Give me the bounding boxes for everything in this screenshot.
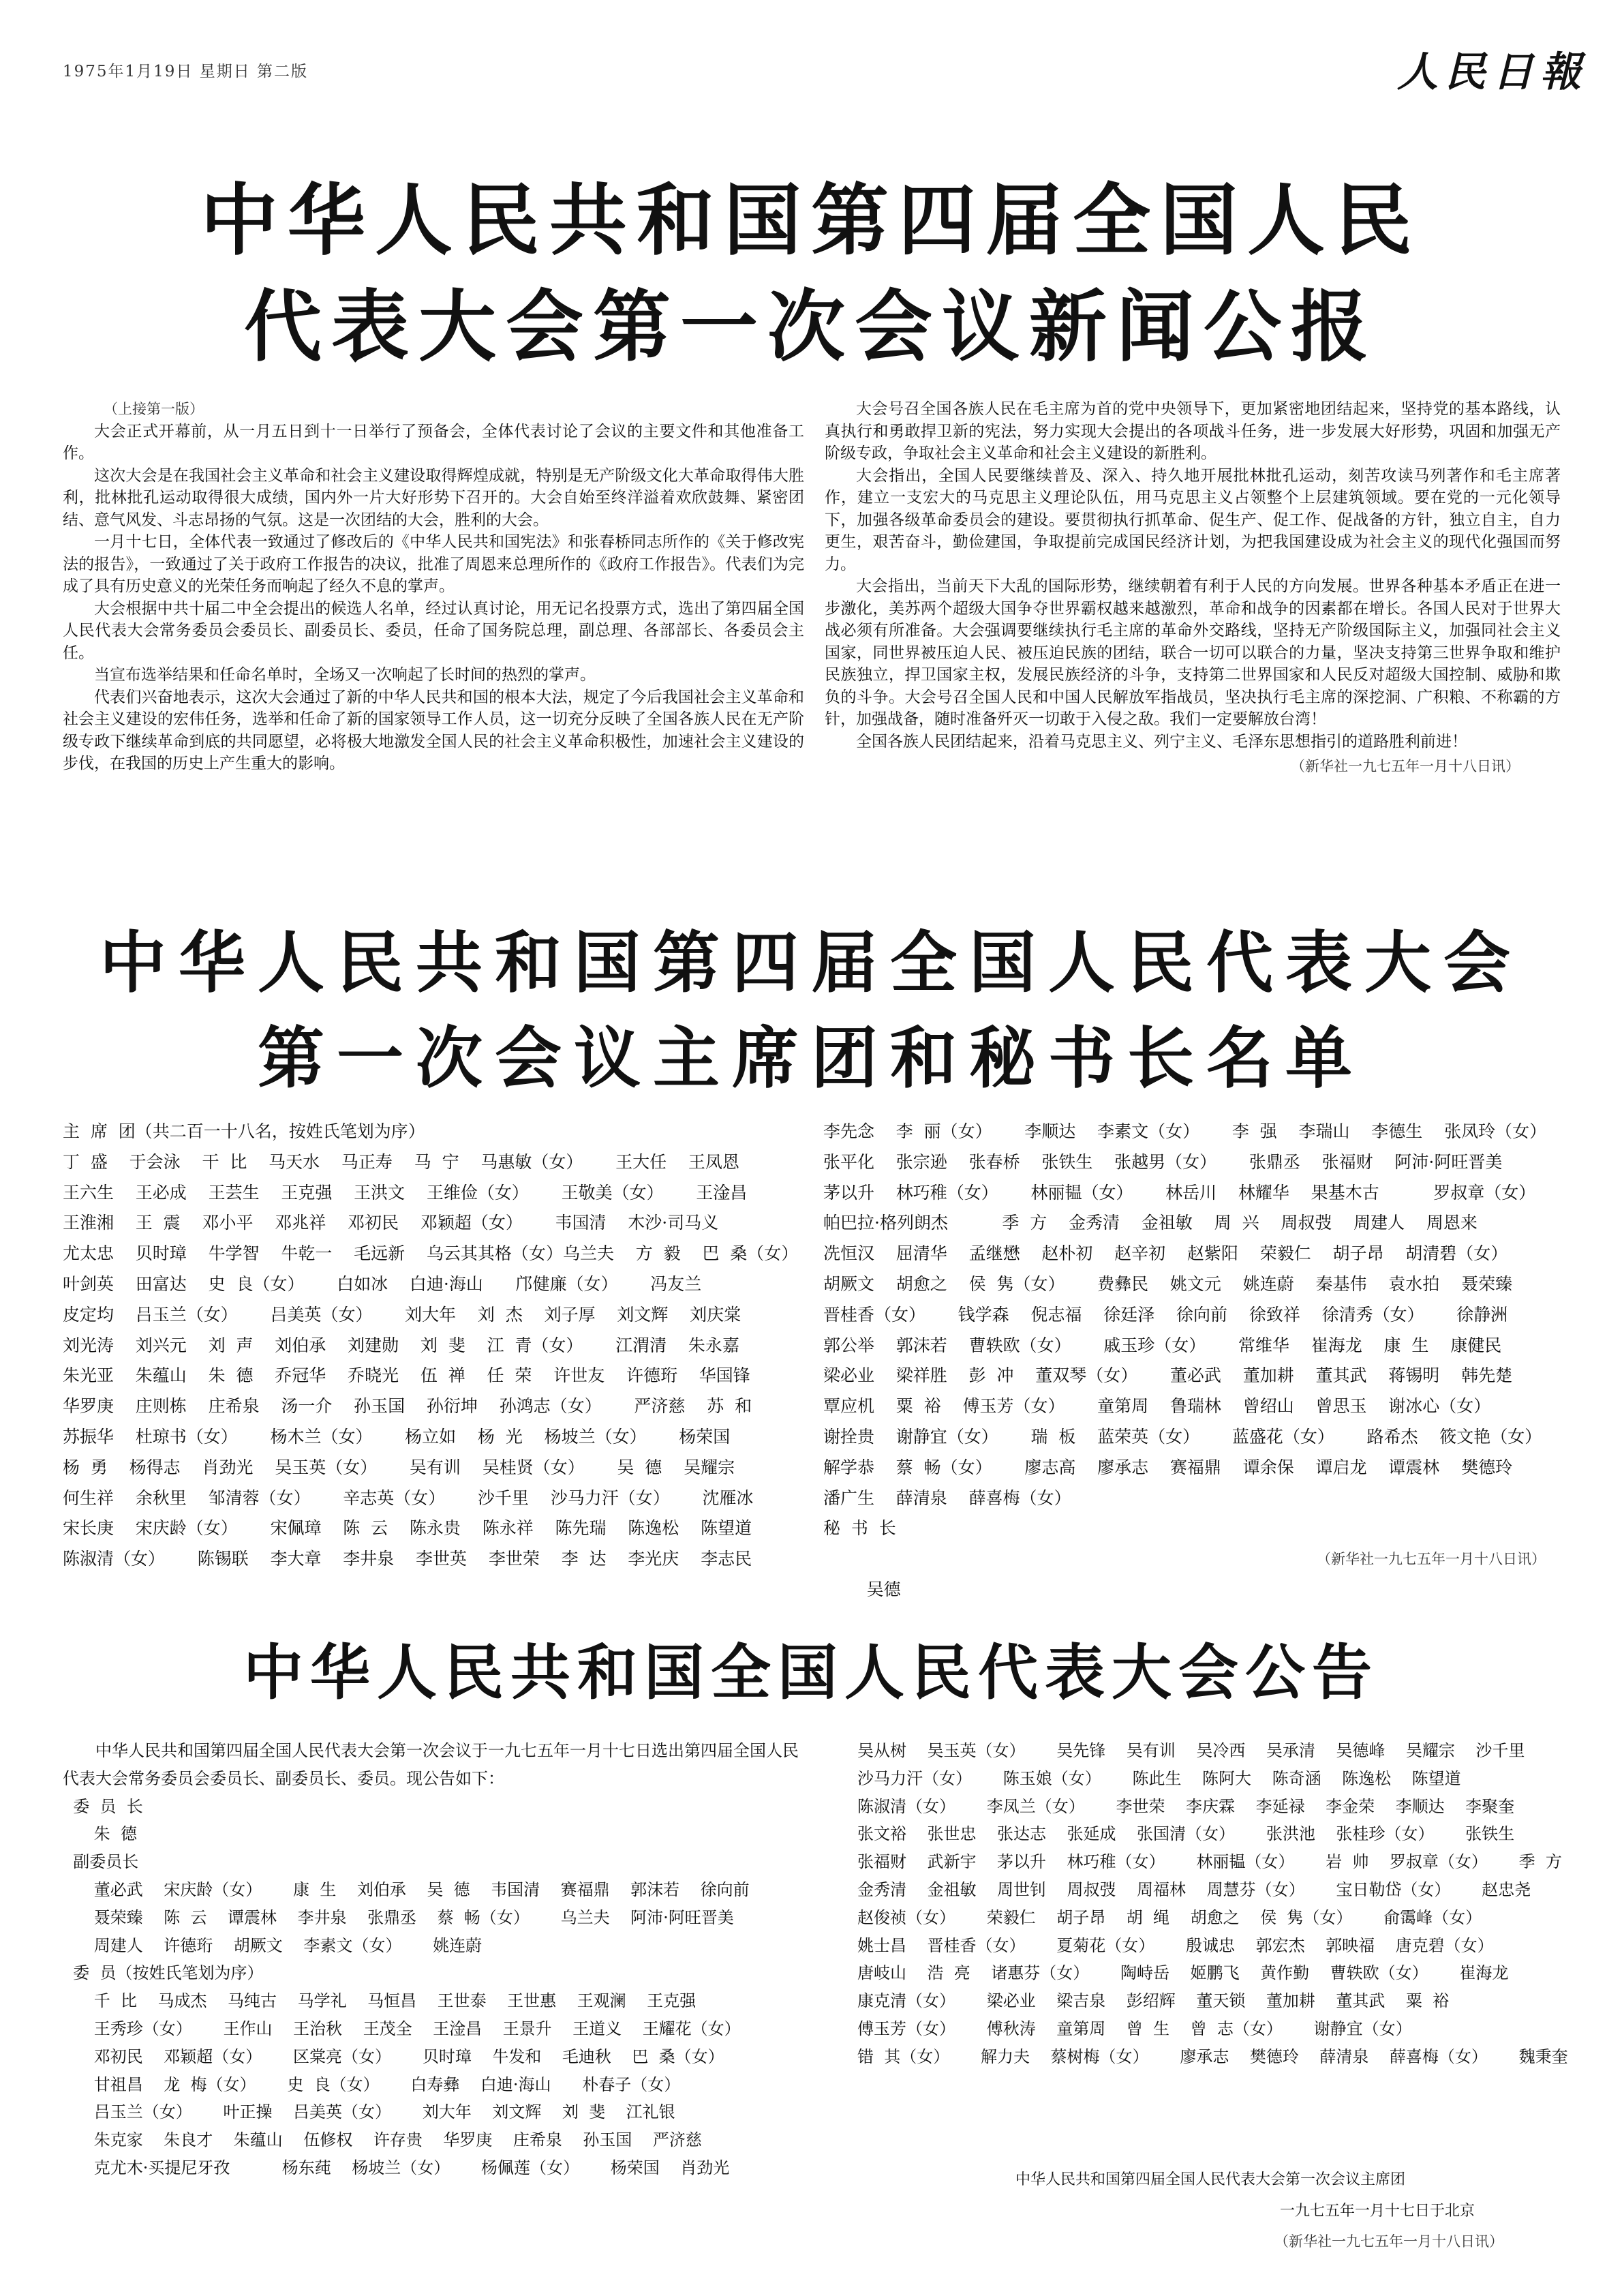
article1-para: 一月十七日，全体代表一致通过了修改后的《中华人民共和国宪法》和张春桥同志所作的《关于修改宪法的报告》，一致通过了关于政府工作报告的决议，批准了周恩来总理所作的《政府工作报告》。代表们为完成了具有历史意义的光荣任务而响起了经久不息的掌声。: [63, 533, 804, 595]
article2-source: （新华社一九七五年一月十八日讯）: [1317, 1551, 1546, 1568]
name-row: 秘 书 长: [823, 1518, 896, 1539]
article2-title-line1: 中华人民共和国第四届全国人民代表大会: [99, 924, 1522, 1002]
member-row: 张文裕 张世忠 张达志 张延成 张国清（女） 张洪池 张桂珍（女） 张铁生: [857, 1824, 1515, 1844]
member-row: 张福财 武新宇 茅以升 林巧稚（女） 林丽韫（女） 岩 帅 罗叔章（女） 季 方: [857, 1852, 1562, 1872]
name-row: 冼恒汉 屈清华 孟继懋 赵朴初 赵辛初 赵紫阳 荣毅仁 胡子昂 胡清碧（女）: [823, 1243, 1508, 1264]
name-row: 潘广生 薛清泉 薛喜梅（女）: [823, 1487, 1071, 1508]
name-row: 张平化 张宗逊 张春桥 张铁生 张越男（女） 张鼎丞 张福财 阿沛·阿旺晋美: [823, 1151, 1503, 1172]
name-row: 茅以升 林巧稚（女） 林丽韫（女） 林岳川 林耀华 果基木古 罗叔章（女）: [823, 1182, 1536, 1203]
member-row: 千 比 马成杰 马纯古 马学礼 马恒昌 王世泰 王世惠 王观澜 王克强: [63, 1991, 697, 2011]
member-row: 聂荣臻 陈 云 谭震林 李井泉 张鼎丞 蔡 畅（女） 乌兰夫 阿沛·阿旺晋美: [63, 1907, 734, 1927]
secretary-general-name: 吴德: [844, 1579, 901, 1599]
name-row: 王六生 王必成 王芸生 王克强 王洪文 王维俭（女） 王敬美（女） 王淦昌: [63, 1182, 748, 1203]
name-row: 朱光亚 朱蕴山 朱 德 乔冠华 乔晓光 伍 禅 任 荣 许世友 许德珩 华国锋: [63, 1365, 750, 1386]
member-row: 赵俊祯（女） 荣毅仁 胡子昂 胡 绳 胡愈之 侯 隽（女） 俞霭峰（女）: [857, 1907, 1482, 1927]
presidium-list-left: [63, 1117, 819, 1575]
name-row: 覃应机 粟 裕 傅玉芳（女） 童第周 鲁瑞林 曾绍山 曾思玉 谢冰心（女）: [823, 1396, 1491, 1417]
name-row: 梁必业 梁祥胜 彭 冲 董双琴（女） 董必武 董加耕 董其武 蒋锡明 韩先楚: [823, 1365, 1513, 1386]
article3-title: 中华人民共和国全国人民代表大会公告: [243, 1637, 1379, 1708]
name-row: 皮定均 吕玉兰（女） 吕美英（女） 刘大年 刘 杰 刘子厚 刘文辉 刘庆棠: [63, 1304, 741, 1325]
name-row: 胡厥文 胡愈之 侯 隽（女） 费彝民 姚文元 姚连蔚 秦基伟 袁水拍 聂荣臻: [823, 1273, 1513, 1294]
member-row: 委 员 长: [63, 1796, 143, 1816]
member-row: 唐岐山 浩 亮 诸惠芬（女） 陶峙岳 姬鹏飞 黄作勤 曹轶欧（女） 崔海龙: [857, 1963, 1509, 1983]
article2-title-line2: 第一次会议主席团和秘书长名单: [257, 1020, 1364, 1098]
name-row: 晋桂香（女） 钱学森 倪志福 徐廷泽 徐向前 徐致祥 徐清秀（女） 徐静洲: [823, 1304, 1508, 1325]
member-row: 朱 德: [63, 1824, 138, 1844]
name-row: 陈淑清（女） 陈锡联 李大章 李井泉 李世英 李世荣 李 达 李光庆 李志民: [63, 1549, 752, 1569]
announcement-date: 一九七五年一月十七日于北京: [1280, 2203, 1475, 2220]
member-row: 吕玉兰（女） 叶正操 吕美英（女） 刘大年 刘文辉 刘 斐 江礼银: [63, 2102, 675, 2122]
member-row: 傅玉芳（女） 傅秋涛 童第周 曾 生 曾 志（女） 谢静宜（女）: [857, 2019, 1412, 2038]
name-row: 宋长庚 宋庆龄（女） 宋佩璋 陈 云 陈永贵 陈永祥 陈先瑞 陈逸松 陈望道: [63, 1518, 752, 1539]
article1-para: 大会根据中共十届二中全会提出的候选人名单，经过认真讨论，用无记名投票方式，选出了第四届全国人民代表大会常务委员会委员长、副委员长、委员，任命了国务院总理，副总理、各部部长、各委员会主任。: [63, 599, 804, 662]
name-row: [823, 1544, 1566, 1599]
announcement-right: [857, 1737, 1580, 2071]
article1-para: 大会正式开幕前，从一月五日到十一日举行了预备会，全体代表讨论了会议的主要文件和其他准备工作。: [63, 422, 804, 462]
name-row: 解学恭 蔡 畅（女） 廖志高 廖承志 赛福鼎 谭余保 谭启龙 谭震林 樊德玲: [823, 1457, 1513, 1477]
name-row: 帕巴拉·格列朗杰 季 方 金秀清 金祖敏 周 兴 周叔弢 周建人 周恩来: [823, 1213, 1478, 1233]
article1-para: 代表们兴奋地表示，这次大会通过了新的中华人民共和国的根本大法，规定了今后我国社会主义革命和社会主义建设的宏伟任务，选举和任命了新的国家领导工作人员，这一切充分反映了全国各族人民在无产阶级专政下继续革命到底的共同愿望，必将极大地激发全国人民的社会主义革命积极性，加速社会主义建设的步伐，在我国的历史上产生重大的影响。: [63, 688, 804, 772]
member-row: 副委员长: [63, 1852, 139, 1872]
article1-para: 全国各族人民团结起来，沿着马克思主义、列宁主义、毛泽东思想指引的道路胜利前进！: [856, 732, 1467, 751]
member-row: 王秀珍（女） 王作山 王治秋 王茂全 王淦昌 王景升 王道义 王耀花（女）: [63, 2019, 741, 2038]
member-row: 周建人 许德珩 胡厥文 李素文（女） 姚连蔚: [63, 1935, 483, 1955]
member-row: 董必武 宋庆龄（女） 康 生 刘伯承 吴 德 韦国清 赛福鼎 郭沫若 徐向前: [63, 1879, 750, 1899]
article1-para: 大会指出，当前天下大乱的国际形势，继续朝着有利于人民的方向发展。世界各种基本矛盾正在进一步激化，美苏两个超级大国争夺世界霸权越来越激烈，革命和战争的因素都在增长。各国人民对于世界大战必须有所准备。大会强调要继续执行毛主席的革命外交路线，坚持无产阶级国际主义，加强同社会主义国家，同世界被压迫人民、被压迫民族的团结，联合一切可以联合的力量，坚决支持第三世界争取和维护民族独立，捍卫国家主权，发展民族经济的斗争，支持第二世界国家和人民反对超级大国控制、威胁和欺负的斗争。大会号召全国人民和中国人民解放军指战员，坚决执行毛主席的深挖洞、广积粮、不称霸的方针，加强战备，随时准备歼灭一切敢于入侵之敌。我们一定要解放台湾！: [825, 577, 1561, 728]
article1-source: （新华社一九七五年一月十八日讯）: [1291, 758, 1520, 774]
member-row: 克尤木·买提尼牙孜 杨东莼 杨坡兰（女） 杨佩莲（女） 杨荣国 肖劲光: [63, 2158, 730, 2177]
article1-para: 当宣布选举结果和任命名单时，全场又一次响起了长时间的热烈的掌声。: [94, 666, 596, 684]
name-row: 刘光涛 刘兴元 刘 声 刘伯承 刘建勋 刘 斐 江 青（女） 江渭清 朱永嘉: [63, 1335, 739, 1355]
article1-para: 大会指出，全国人民要继续普及、深入、持久地开展批林批孔运动，刻苦攻读马列著作和毛主席著作，建立一支宏大的马克思主义理论队伍，用马克思主义占领整个上层建筑领域。要在党的一元化领导下，加强各级革命委员会的建设。要贯彻执行抓革命、促生产、促工作、促战备的方针，独立自主，自力更生，艰苦奋斗，勤俭建国，争取提前完成国民经济计划，为把我国建设成为社会主义的现代化强国而努力。: [825, 466, 1561, 573]
name-row: 丁 盛 于会泳 干 比 马天水 马正寿 马 宁 马惠敏（女） 王大任 王凤恩: [63, 1151, 739, 1172]
member-row: 姚士昌 晋桂香（女） 夏菊花（女） 殷诚忠 郭宏杰 郭映福 唐克碧（女）: [857, 1935, 1494, 1955]
article3-source: （新华社一九七五年一月十八日讯）: [1274, 2233, 1503, 2250]
member-row: 陈淑清（女） 李凤兰（女） 李世荣 李庆霖 李延禄 李金荣 李顺达 李聚奎: [857, 1796, 1515, 1816]
announcement-left: [63, 1737, 812, 2182]
article1-left-column: [63, 398, 804, 775]
dateline: 1975年1月19日 星期日 第二版: [63, 63, 309, 80]
announcement-intro: 中华人民共和国第四届全国人民代表大会第一次会议于一九七五年一月十七日选出第四届全国人民代表大会常务委员会委员长、副委员长、委员。现公告如下：: [63, 1741, 799, 1788]
article1-para: 这次大会是在我国社会主义革命和社会主义建设取得辉煌成就，特别是无产阶级文化大革命取得伟大胜利，批林批孔运动取得很大成绩，国内外一片大好形势下召开的。大会自始至终洋溢着欢欣鼓舞、紧密团结、意气风发、斗志昂扬的气氛。这是一次团结的大会，胜利的大会。: [63, 466, 804, 529]
name-row: 李先念 李 丽（女） 李顺达 李素文（女） 李 强 李瑞山 李德生 张凤玲（女）: [823, 1121, 1547, 1141]
article1-title-line2: 代表大会第一次会议新闻公报: [243, 282, 1378, 372]
name-row: 尤太忠 贝时璋 牛学智 牛乾一 毛远新 乌云其其格（女）乌兰夫 方 毅 巴 桑（女）: [63, 1243, 799, 1264]
member-row: 吴从树 吴玉英（女） 吴先锋 吴有训 吴冷西 吴承清 吴德峰 吴耀宗 沙千里: [857, 1741, 1525, 1760]
name-row: 苏振华 杜琼书（女） 杨木兰（女） 杨立如 杨 光 杨坡兰（女） 杨荣国: [63, 1426, 731, 1447]
member-row: 委 员（按姓氏笔划为序）: [63, 1963, 264, 1983]
member-row: 康克清（女） 梁必业 梁吉泉 彭绍辉 董天锁 董加耕 董其武 粟 裕: [857, 1991, 1450, 2011]
article1-para: 大会号召全国各族人民在毛主席为首的党中央领导下，更加紧密地团结起来，坚持党的基本路线，认真执行和勇敢捍卫新的宪法，努力实现大会提出的各项战斗任务，进一步发展大好形势，巩固和加强无产阶级专政，争取社会主义革命和社会主义建设的新胜利。: [825, 400, 1561, 462]
name-row: 华罗庚 庄则栋 庄希泉 汤一介 孙玉国 孙衍坤 孙鸿志（女） 严济慈 苏 和: [63, 1396, 752, 1417]
name-row: 郭公举 郭沫若 曹轶欧（女） 戚玉珍（女） 常维华 崔海龙 康 生 康健民: [823, 1335, 1502, 1355]
member-row: 邓初民 邓颖超（女） 区棠亮（女） 贝时璋 牛发和 毛迪秋 巴 桑（女）: [63, 2046, 724, 2066]
presidium-list-right: [823, 1117, 1566, 1599]
name-row: 杨 勇 杨得志 肖劲光 吴玉英（女） 吴有训 吴桂贤（女） 吴 德 吴耀宗: [63, 1457, 735, 1477]
article1-title-line1: 中华人民共和国第四届全国人民: [200, 175, 1422, 266]
name-row: 何生祥 余秋里 邹清蓉（女） 辛志英（女） 沙千里 沙马力汗（女） 沈雁冰: [63, 1487, 754, 1508]
announcement-signatory: 中华人民共和国第四届全国人民代表大会第一次会议主席团: [1015, 2171, 1406, 2188]
member-row: 错 其（女） 解力夫 蔡树梅（女） 廖承志 樊德玲 薛清泉 薛喜梅（女） 魏秉奎: [857, 2046, 1568, 2066]
name-row: 主 席 团（共二百一十八名，按姓氏笔划为序）: [63, 1121, 425, 1141]
name-row: 王淮湘 王 震 邓小平 邓兆祥 邓初民 邓颖超（女） 韦国清 木沙·司马义: [63, 1213, 719, 1233]
name-row: 谢拴贵 谢静宜（女） 瑞 板 蓝荣英（女） 蓝盛花（女） 路希杰 筱文艳（女）: [823, 1426, 1542, 1447]
member-row: 金秀清 金祖敏 周世钊 周叔弢 周福林 周慧芬（女） 宝日勒岱（女） 赵忠尧: [857, 1879, 1531, 1899]
member-row: 沙马力汗（女） 陈玉娘（女） 陈此生 陈阿大 陈奇涵 陈逸松 陈望道: [857, 1768, 1461, 1788]
article1-right-column: [825, 398, 1561, 778]
name-row: 叶剑英 田富达 史 良（女） 白如冰 白迪·海山 邝健廉（女） 冯友兰: [63, 1273, 702, 1294]
continued-note: （上接第一版）: [104, 401, 204, 417]
member-row: 甘祖昌 龙 梅（女） 史 良（女） 白寿彝 白迪·海山 朴春子（女）: [63, 2074, 681, 2094]
masthead-logo: 人民日報: [1397, 48, 1588, 96]
member-row: 朱克家 朱良才 朱蕴山 伍修权 许存贵 华罗庚 庄希泉 孙玉国 严济慈: [63, 2130, 702, 2150]
